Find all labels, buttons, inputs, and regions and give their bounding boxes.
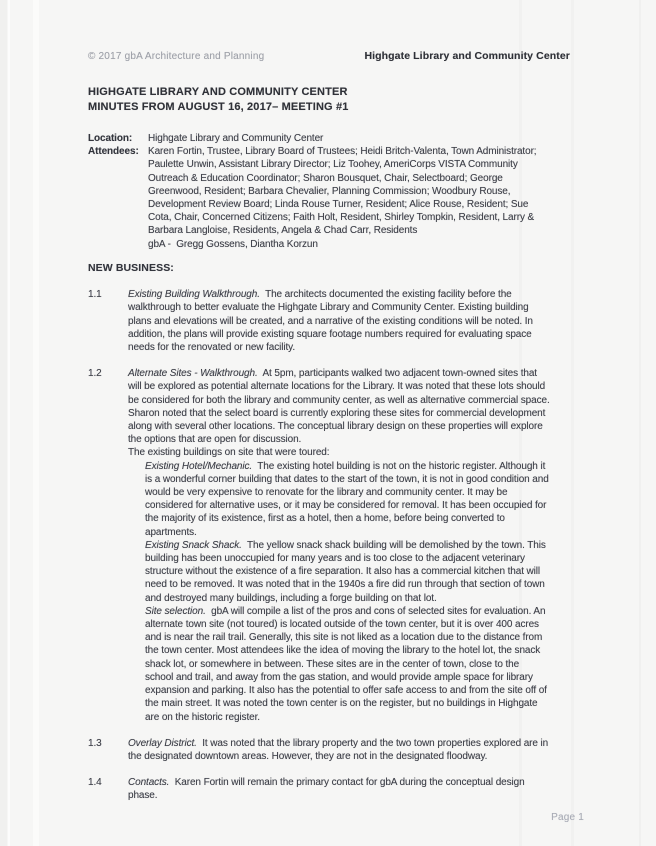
item-line: and is near the rail trail. Generally, this site is not liked as a location due to the distance from	[145, 632, 543, 644]
minutes-item-1-1	[88, 288, 608, 354]
attendees-label: Attendees:	[88, 146, 139, 158]
item-first-line: Overlay District. It was noted that the library property and the two town properties explored are in	[128, 737, 549, 749]
minutes-item-1-2	[88, 367, 608, 459]
item-line: need to be removed. It was noted that in the 1940s a fire did run through that section of town	[145, 579, 545, 591]
location-value: Highgate Library and Community Center	[148, 133, 324, 144]
minutes-body	[88, 262, 608, 803]
item-line: building has been unoccupied for many years and is too close to the adjacent veterinary	[145, 553, 525, 565]
item-first-line: Alternate Sites - Walkthrough. At 5pm, participants walked two adjacent town-owned sites that	[128, 368, 537, 380]
section-heading: NEW BUSINESS:	[88, 262, 174, 274]
attendees-line: Karen Fortin, Trustee, Library Board of Trustees; Heidi Britch-Valenta, Town Administrator;	[148, 146, 537, 158]
scan-streak	[8, 0, 10, 846]
minutes-items	[88, 288, 608, 802]
item-number: 1.4	[88, 777, 102, 789]
item-line: school and trail, and away from the gas station, and would provide ample space for library	[145, 671, 533, 683]
attendees-list	[148, 145, 588, 251]
item-line: alternate town site (not toured) is located outside of the town center, but it is over 400 acres	[145, 619, 539, 631]
item-first-line: Contacts. Karen Fortin will remain the primary contact for gbA during the conceptual design	[128, 777, 525, 789]
item-line: The existing buildings on site that were toured:	[128, 447, 330, 459]
item-line: needs for the renovated or new facility.	[128, 342, 296, 354]
item-first-line: Existing Snack Shack. The yellow snack shack building will be demolished by the town. This	[145, 539, 546, 551]
attendees-line: Outreach & Education Coordinator; Sharon Bousquet, Chair, Selectboard; George	[148, 172, 503, 184]
attendees-line: gbA - Gregg Gossens, Diantha Korzun	[148, 238, 318, 250]
minutes-subitem	[88, 605, 608, 724]
location-row	[88, 132, 588, 145]
item-lead-italic: Contacts.	[128, 777, 170, 789]
item-line: the main street. It was noted the town center is on the register, but no buildings in Highgate	[145, 698, 538, 710]
item-line: the majority of its existence, first as a hotel, then a home, before being converted to	[145, 513, 505, 525]
copyright-notice: © 2017 gbA Architecture and Planning	[88, 51, 265, 62]
attendees-line: Paulette Unwin, Assistant Library Director; Liz Toohey, AmeriCorps VISTA Community	[148, 159, 518, 171]
item-number: 1.1	[88, 289, 102, 301]
document-title-line2: MINUTES FROM AUGUST 16, 2017– MEETING #1	[88, 101, 349, 113]
location-label: Location:	[88, 133, 133, 144]
attendees-line: Cota, Chair, Concerned Citizens; Faith Holt, Resident, Shirley Tompkin, Resident, Larry &	[148, 212, 535, 224]
document-title-line1: HIGHGATE LIBRARY AND COMMUNITY CENTER	[88, 86, 348, 98]
page-header	[88, 50, 570, 62]
minutes-item-1-3	[88, 737, 608, 763]
item-lead-italic: Existing Hotel/Mechanic.	[145, 460, 253, 472]
attendees-row	[88, 145, 588, 251]
item-line: are on the historic register.	[145, 711, 260, 723]
header-doc-title: Highgate Library and Community Center	[364, 50, 570, 62]
minutes-subitem	[88, 460, 608, 539]
item-line: plans and elevations will be created, and a narrative of the existing conditions will be noted. In	[128, 315, 533, 327]
item-line: expansion and parking. It also has the potential to offer safe access to and from the site off of	[145, 685, 547, 697]
item-lead-italic: Overlay District.	[128, 737, 197, 749]
attendees-line: Development Review Board; Linda Rouse Turner, Resident; Alice Rouse, Resident; Sue	[148, 199, 529, 211]
item-lead-italic: Existing Building Walkthrough.	[128, 289, 260, 301]
meta-block	[88, 132, 588, 251]
item-line: apartments.	[145, 526, 197, 538]
attendees-line: Barbara Langloise, Residents, Angela & Chad Carr, Residents	[148, 225, 418, 237]
item-first-line: Existing Hotel/Mechanic. The existing hotel building is not on the historic register. Although it	[145, 460, 546, 472]
item-number: 1.3	[88, 737, 102, 749]
attendees-line: Greenwood, Resident; Barbara Chevalier, Planning Commission; Woodbury Rouse,	[148, 185, 511, 197]
item-line: the designated downtown areas. However, they are not in the designated floodway.	[128, 750, 488, 762]
item-line: will be explored as potential alternate locations for the Library. It was noted that these lots should	[128, 381, 546, 393]
item-lead-italic: Alternate Sites - Walkthrough.	[128, 368, 258, 380]
item-line: the town center. Most attendees like the idea of moving the library to the hotel lot, the snack	[145, 645, 541, 657]
item-lead-italic: Site selection.	[145, 605, 206, 617]
minutes-subitem	[88, 539, 608, 605]
item-line: walkthrough to better evaluate the Highgate Library and Community Center. Existing building	[128, 302, 529, 314]
document-title	[88, 85, 348, 115]
item-number: 1.2	[88, 368, 102, 380]
item-first-line: Site selection. gbA will compile a list of the pros and cons of selected sites for evaluation. An	[145, 605, 546, 617]
item-line: addition, the plans will provide existing square footage numbers required for evaluating space	[128, 328, 532, 340]
item-line: would be very expensive to renovate for the library and community center. It may be	[145, 487, 508, 499]
page-number: Page 1	[551, 812, 584, 823]
item-line: the options that are open for discussion.	[128, 434, 302, 446]
scan-streak	[33, 0, 39, 846]
item-line: shack lot, or somewhere in between. These sites are in the center of town, close to the	[145, 658, 520, 670]
item-line: considered for alternative uses, or it may be considered for removal. It has been occupied for	[145, 500, 547, 512]
item-line: and destroyed many buildings, including a forge building on that lot.	[145, 592, 437, 604]
item-line: along with several other locations. The conceptual library design on these properties will explore	[128, 421, 543, 433]
item-line: phase.	[128, 790, 158, 802]
item-line: be considered for both the library and community center, as well as alternative commercial space.	[128, 394, 550, 406]
item-line: structure without the existence of a fire separation. It also has a commercial kitchen that will	[145, 566, 541, 578]
item-lead-italic: Existing Snack Shack.	[145, 539, 242, 551]
item-first-line: Existing Building Walkthrough. The architects documented the existing facility before the	[128, 289, 512, 301]
item-line: is a wonderful corner building that dates to the start of the town, it is not in good condition and	[145, 473, 549, 485]
item-line: Sharon noted that the select board is currently exploring these sites for commercial development	[128, 407, 546, 419]
scan-streak	[0, 0, 7, 846]
minutes-item-1-4	[88, 776, 608, 802]
scan-streak	[639, 0, 641, 846]
